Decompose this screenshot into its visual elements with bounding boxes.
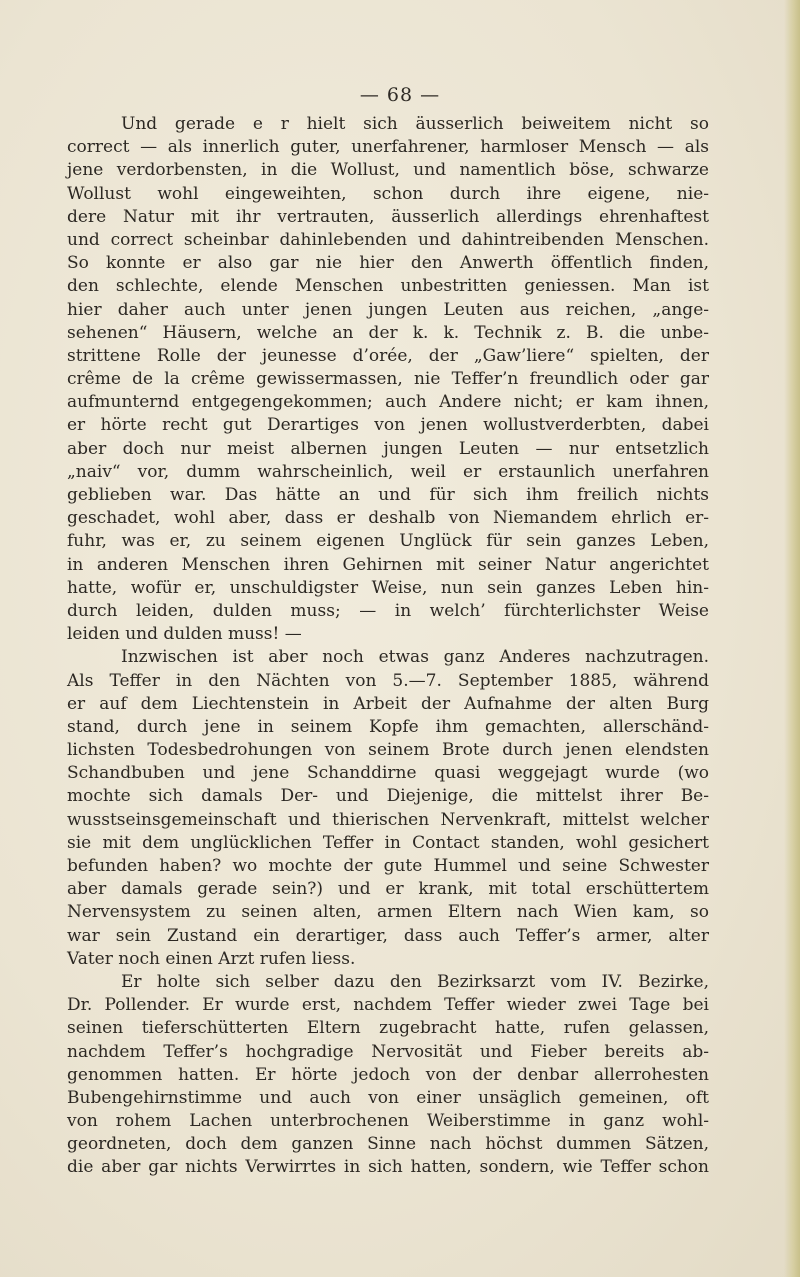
text-line: genommen hatten. Er hörte jedoch von der denbar allerrohesten — [67, 1064, 709, 1085]
text-line: So konnte er also gar nie hier den Anwerth öffentlich finden, — [67, 253, 709, 274]
text-line: Wollust wohl eingeweihten, schon durch ihre eigene, nie- — [67, 183, 709, 204]
text-line: correct — als innerlich guter, unerfahrener, harmloser Mensch — als — [67, 137, 709, 158]
text-line: geordneten, doch dem ganzen Sinne nach höchst dummen Sätzen, — [67, 1134, 709, 1155]
text-line: Bubengehirnstimme und auch von einer unsäglich gemeinen, oft — [67, 1087, 709, 1108]
text-line: sehenen“ Häusern, welche an der k. k. Technik z. B. die unbe- — [67, 322, 709, 343]
body-text — [67, 113, 709, 1180]
text-line: durch leiden, dulden muss; — in welch’ fürchterlichster Weise — [67, 600, 709, 621]
text-line: Schandbuben und jene Schanddirne quasi weggejagt wurde (wo — [67, 763, 709, 784]
text-line: hier daher auch unter jenen jungen Leuten aus reichen, „ange- — [67, 299, 709, 320]
text-line: Dr. Pollender. Er wurde erst, nachdem Teffer wieder zwei Tage bei — [67, 995, 709, 1016]
text-line: strittene Rolle der jeunesse d’orée, der „Gaw’liere“ spielten, der — [67, 345, 709, 366]
text-line: leiden und dulden muss! — — [67, 624, 302, 645]
text-line: nachdem Teffer’s hochgradige Nervosität und Fieber bereits ab- — [67, 1041, 709, 1062]
text-line: crême de la crême gewissermassen, nie Teffer’n freundlich oder gar — [67, 369, 709, 390]
text-line: aber doch nur meist albernen jungen Leuten — nur entsetzlich — [67, 438, 709, 459]
text-line: er auf dem Liechtenstein in Arbeit der Aufnahme der alten Burg — [67, 693, 709, 714]
text-line: Inzwischen ist aber noch etwas ganz Anderes nachzutragen. — [121, 647, 709, 668]
text-line: lichsten Todesbedrohungen von seinem Brote durch jenen elendsten — [67, 740, 709, 761]
text-line: Und gerade e r hielt sich äusserlich beiweitem nicht so — [121, 114, 709, 134]
text-line: Er holte sich selber dazu den Bezirksarzt vom IV. Bezirke, — [121, 971, 709, 992]
text-line: fuhr, was er, zu seinem eigenen Unglück für sein ganzes Leben, — [67, 531, 709, 552]
text-line: hatte, wofür er, unschuldigster Weise, nun sein ganzes Leben hin- — [67, 577, 709, 598]
text-line: stand, durch jene in seinem Kopfe ihm gemachten, allerschänd- — [67, 716, 709, 737]
text-line: Vater noch einen Arzt rufen liess. — [67, 948, 356, 969]
text-line: geschadet, wohl aber, dass er deshalb von Niemandem ehrlich er- — [67, 508, 709, 529]
text-line: war sein Zustand ein derartiger, dass auch Teffer’s armer, alter — [67, 925, 709, 946]
text-line: in anderen Menschen ihren Gehirnen mit seiner Natur angerichtet — [67, 554, 709, 575]
text-line: er hörte recht gut Derartiges von jenen wollustverderbten, dabei — [67, 415, 709, 436]
text-line: „naiv“ vor, dumm wahrscheinlich, weil er erstaunlich unerfahren — [67, 461, 709, 482]
text-line: mochte sich damals Der- und Diejenige, die mittelst ihrer Be- — [67, 786, 709, 807]
text-line: den schlechte, elende Menschen unbestritten geniessen. Man ist — [67, 276, 709, 297]
page-edge — [784, 0, 800, 1277]
text-line: wusstseinsgemeinschaft und thierischen Nervenkraft, mittelst welcher — [67, 809, 709, 830]
text-line: seinen tieferschütterten Eltern zugebracht hatte, rufen gelassen, — [67, 1018, 709, 1039]
text-line: aber damals gerade sein?) und er krank, mit total erschüttertem — [67, 879, 709, 900]
text-line: sie mit dem unglücklichen Teffer in Contact standen, wohl gesichert — [67, 832, 709, 853]
text-line: Nervensystem zu seinen alten, armen Eltern nach Wien kam, so — [67, 902, 709, 923]
text-line: Als Teffer in den Nächten von 5.—7. September 1885, während — [67, 670, 709, 691]
text-line: befunden haben? wo mochte der gute Hummel und seine Schwester — [67, 856, 709, 876]
text-line: jene verdorbensten, in die Wollust, und namentlich böse, schwarze — [67, 160, 709, 181]
text-line: aufmunternd entgegengekommen; auch Andere nicht; er kam ihnen, — [67, 392, 709, 413]
text-line: die aber gar nichts Verwirrtes in sich hatten, sondern, wie Teffer schon — [67, 1157, 709, 1178]
text-line: geblieben war. Das hätte an und für sich ihm freilich nichts — [67, 485, 709, 505]
page-number: — 68 — — [359, 84, 441, 106]
text-line: und correct scheinbar dahinlebenden und dahintreibenden Menschen. — [67, 229, 709, 250]
text-line: dere Natur mit ihr vertrauten, äusserlich allerdings ehrenhaftest — [67, 206, 709, 227]
text-line: von rohem Lachen unterbrochenen Weiberstimme in ganz wohl- — [67, 1111, 709, 1132]
